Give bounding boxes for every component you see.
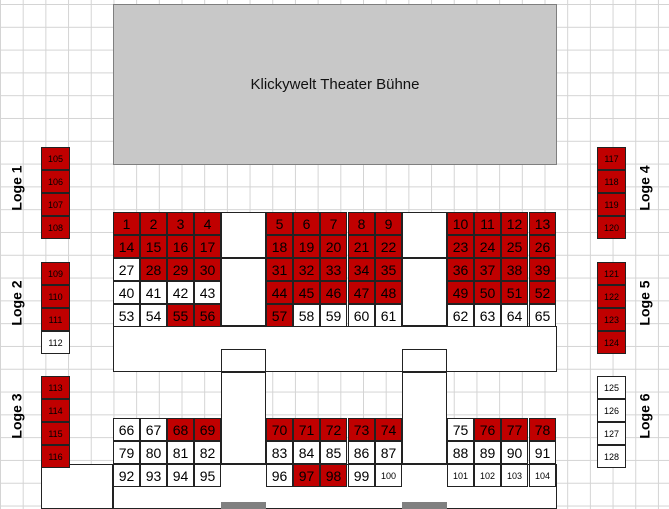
seat-number: 119 bbox=[604, 199, 619, 210]
seat-99[interactable] bbox=[348, 464, 375, 487]
seat-112[interactable] bbox=[41, 331, 70, 354]
seat-number: 112 bbox=[48, 337, 63, 348]
seat-81[interactable] bbox=[167, 441, 194, 464]
seat-113[interactable] bbox=[41, 376, 70, 399]
seat-75[interactable] bbox=[447, 418, 474, 441]
seat-28[interactable] bbox=[140, 258, 167, 281]
seat-3[interactable] bbox=[167, 212, 194, 235]
seat-number: 90 bbox=[506, 444, 523, 461]
seat-number: 106 bbox=[47, 176, 64, 187]
seat-34[interactable] bbox=[348, 258, 375, 281]
seat-91[interactable] bbox=[529, 441, 556, 464]
seat-110[interactable] bbox=[41, 285, 70, 308]
seat-number: 95 bbox=[199, 467, 216, 484]
loge-label-2: Loge 2 bbox=[8, 280, 25, 326]
seat-number: 60 bbox=[353, 307, 370, 324]
seat-19[interactable] bbox=[293, 235, 320, 258]
seat-32[interactable] bbox=[293, 258, 320, 281]
aisle-step bbox=[402, 349, 447, 372]
seat-number: 50 bbox=[479, 284, 496, 301]
seat-83[interactable] bbox=[266, 441, 293, 464]
seat-number: 110 bbox=[48, 291, 63, 302]
seat-number: 124 bbox=[603, 337, 620, 348]
seat-117[interactable] bbox=[597, 147, 626, 170]
seat-77[interactable] bbox=[501, 418, 528, 441]
seat-number: 15 bbox=[145, 238, 162, 255]
seat-number: 97 bbox=[298, 467, 315, 484]
seat-number: 16 bbox=[172, 238, 189, 255]
seat-52[interactable] bbox=[529, 281, 556, 304]
seat-51[interactable] bbox=[501, 281, 528, 304]
seat-number: 91 bbox=[534, 444, 551, 461]
aisle-block bbox=[221, 258, 266, 326]
seat-37[interactable] bbox=[474, 258, 501, 281]
aisle-block bbox=[221, 372, 266, 464]
seat-number: 8 bbox=[357, 215, 366, 232]
exit-marker bbox=[221, 502, 266, 509]
seat-number: 61 bbox=[380, 307, 397, 324]
seat-number: 25 bbox=[506, 238, 523, 255]
aisle-step bbox=[221, 349, 266, 372]
seat-number: 94 bbox=[172, 467, 189, 484]
seat-number: 5 bbox=[275, 215, 284, 232]
seat-72[interactable] bbox=[320, 418, 347, 441]
seat-73[interactable] bbox=[348, 418, 375, 441]
seat-number: 2 bbox=[149, 215, 158, 232]
seat-4[interactable] bbox=[194, 212, 221, 235]
seat-50[interactable] bbox=[474, 281, 501, 304]
seat-30[interactable] bbox=[194, 258, 221, 281]
loge-floor-left bbox=[41, 464, 113, 509]
seat-number: 47 bbox=[353, 284, 370, 301]
seat-number: 125 bbox=[603, 382, 620, 393]
seat-number: 82 bbox=[199, 444, 216, 461]
seat-44[interactable] bbox=[266, 281, 293, 304]
seat-92[interactable] bbox=[113, 464, 140, 487]
seat-number: 69 bbox=[199, 421, 216, 438]
loge-label-1: Loge 1 bbox=[8, 165, 25, 211]
seat-98[interactable] bbox=[320, 464, 347, 487]
seat-number: 80 bbox=[145, 444, 162, 461]
seat-number: 59 bbox=[325, 307, 342, 324]
seat-120[interactable] bbox=[597, 216, 626, 239]
seat-number: 109 bbox=[47, 268, 64, 279]
seat-number: 54 bbox=[145, 307, 162, 324]
seat-39[interactable] bbox=[529, 258, 556, 281]
seat-number: 18 bbox=[271, 238, 288, 255]
seat-number: 58 bbox=[298, 307, 315, 324]
seat-number: 30 bbox=[199, 261, 216, 278]
seat-number: 113 bbox=[48, 382, 63, 393]
seat-number: 51 bbox=[506, 284, 523, 301]
seat-17[interactable] bbox=[194, 235, 221, 258]
seat-46[interactable] bbox=[320, 281, 347, 304]
loge-label-3: Loge 3 bbox=[8, 393, 25, 439]
seat-48[interactable] bbox=[375, 281, 402, 304]
seat-number: 34 bbox=[353, 261, 370, 278]
seat-45[interactable] bbox=[293, 281, 320, 304]
seat-number: 71 bbox=[298, 421, 315, 438]
seat-number: 77 bbox=[506, 421, 523, 438]
seat-36[interactable] bbox=[447, 258, 474, 281]
seat-number: 76 bbox=[479, 421, 496, 438]
seat-38[interactable] bbox=[501, 258, 528, 281]
seat-24[interactable] bbox=[474, 235, 501, 258]
seat-88[interactable] bbox=[447, 441, 474, 464]
seat-number: 46 bbox=[325, 284, 342, 301]
seat-100[interactable] bbox=[375, 464, 402, 487]
seat-67[interactable] bbox=[140, 418, 167, 441]
seat-number: 11 bbox=[480, 215, 495, 232]
seat-number: 22 bbox=[380, 238, 397, 255]
seat-68[interactable] bbox=[167, 418, 194, 441]
seat-number: 52 bbox=[534, 284, 551, 301]
seat-127[interactable] bbox=[597, 422, 626, 445]
seat-21[interactable] bbox=[348, 235, 375, 258]
seat-27[interactable] bbox=[113, 258, 140, 281]
seat-13[interactable] bbox=[529, 212, 556, 235]
seat-number: 57 bbox=[271, 307, 288, 324]
seat-number: 85 bbox=[325, 444, 342, 461]
stage bbox=[113, 4, 557, 165]
seat-number: 19 bbox=[298, 238, 315, 255]
seat-number: 93 bbox=[145, 467, 162, 484]
seat-26[interactable] bbox=[529, 235, 556, 258]
seat-2[interactable] bbox=[140, 212, 167, 235]
seat-number: 45 bbox=[298, 284, 315, 301]
seat-106[interactable] bbox=[41, 170, 70, 193]
seat-number: 12 bbox=[506, 215, 523, 232]
seat-number: 6 bbox=[302, 215, 311, 232]
seat-94[interactable] bbox=[167, 464, 194, 487]
seat-59[interactable] bbox=[320, 304, 347, 327]
seat-79[interactable] bbox=[113, 441, 140, 464]
seat-41[interactable] bbox=[140, 281, 167, 304]
seat-number: 70 bbox=[271, 421, 288, 438]
seat-70[interactable] bbox=[266, 418, 293, 441]
seat-121[interactable] bbox=[597, 262, 626, 285]
seat-109[interactable] bbox=[41, 262, 70, 285]
seat-number: 115 bbox=[48, 428, 63, 439]
seat-107[interactable] bbox=[41, 193, 70, 216]
seat-35[interactable] bbox=[375, 258, 402, 281]
seat-number: 10 bbox=[452, 215, 469, 232]
seat-87[interactable] bbox=[375, 441, 402, 464]
seat-number: 114 bbox=[48, 405, 63, 416]
seat-number: 7 bbox=[329, 215, 338, 232]
seat-number: 73 bbox=[353, 421, 370, 438]
exit-marker bbox=[402, 502, 447, 509]
seat-number: 3 bbox=[176, 215, 185, 232]
seat-number: 100 bbox=[380, 470, 397, 481]
seat-number: 116 bbox=[48, 451, 63, 462]
seat-number: 118 bbox=[604, 176, 619, 187]
seat-number: 68 bbox=[172, 421, 189, 438]
seat-number: 14 bbox=[118, 238, 135, 255]
seat-5[interactable] bbox=[266, 212, 293, 235]
seat-42[interactable] bbox=[167, 281, 194, 304]
seat-number: 55 bbox=[172, 307, 189, 324]
seat-33[interactable] bbox=[320, 258, 347, 281]
seat-14[interactable] bbox=[113, 235, 140, 258]
seat-number: 126 bbox=[603, 405, 620, 416]
seat-number: 72 bbox=[325, 421, 342, 438]
seat-65[interactable] bbox=[529, 304, 556, 327]
seat-number: 44 bbox=[271, 284, 288, 301]
aisle-block bbox=[221, 212, 266, 258]
seat-86[interactable] bbox=[348, 441, 375, 464]
seat-71[interactable] bbox=[293, 418, 320, 441]
seat-15[interactable] bbox=[140, 235, 167, 258]
seat-number: 36 bbox=[452, 261, 469, 278]
seat-124[interactable] bbox=[597, 331, 626, 354]
seat-number: 53 bbox=[118, 307, 135, 324]
seat-number: 17 bbox=[199, 238, 216, 255]
seat-number: 104 bbox=[534, 470, 551, 481]
seat-55[interactable] bbox=[167, 304, 194, 327]
seat-60[interactable] bbox=[348, 304, 375, 327]
seat-85[interactable] bbox=[320, 441, 347, 464]
seat-116[interactable] bbox=[41, 445, 70, 468]
seat-128[interactable] bbox=[597, 445, 626, 468]
seat-111[interactable] bbox=[41, 308, 70, 331]
seat-number: 28 bbox=[145, 261, 162, 278]
seat-118[interactable] bbox=[597, 170, 626, 193]
aisle-block bbox=[402, 212, 447, 258]
seat-114[interactable] bbox=[41, 399, 70, 422]
seat-number: 26 bbox=[534, 238, 551, 255]
seat-number: 96 bbox=[271, 467, 288, 484]
seat-number: 86 bbox=[353, 444, 370, 461]
aisle-block bbox=[402, 372, 447, 464]
seat-123[interactable] bbox=[597, 308, 626, 331]
seat-84[interactable] bbox=[293, 441, 320, 464]
seat-20[interactable] bbox=[320, 235, 347, 258]
stage-label: Klickywelt Theater Bühne bbox=[250, 76, 420, 93]
seat-number: 1 bbox=[122, 215, 131, 232]
seat-number: 39 bbox=[534, 261, 551, 278]
seat-number: 74 bbox=[380, 421, 397, 438]
seat-25[interactable] bbox=[501, 235, 528, 258]
seat-number: 9 bbox=[384, 215, 393, 232]
seat-29[interactable] bbox=[167, 258, 194, 281]
seat-122[interactable] bbox=[597, 285, 626, 308]
seat-105[interactable] bbox=[41, 147, 70, 170]
seat-number: 38 bbox=[506, 261, 523, 278]
seat-number: 40 bbox=[118, 284, 135, 301]
seat-number: 35 bbox=[380, 261, 397, 278]
seat-66[interactable] bbox=[113, 418, 140, 441]
seat-number: 32 bbox=[298, 261, 315, 278]
seat-74[interactable] bbox=[375, 418, 402, 441]
seat-number: 89 bbox=[479, 444, 496, 461]
seat-number: 20 bbox=[325, 238, 342, 255]
seat-63[interactable] bbox=[474, 304, 501, 327]
seat-number: 108 bbox=[47, 222, 64, 233]
seat-49[interactable] bbox=[447, 281, 474, 304]
seat-number: 87 bbox=[380, 444, 397, 461]
seat-23[interactable] bbox=[447, 235, 474, 258]
seat-22[interactable] bbox=[375, 235, 402, 258]
seat-number: 56 bbox=[199, 307, 216, 324]
seat-number: 62 bbox=[452, 307, 469, 324]
seat-number: 98 bbox=[325, 467, 342, 484]
seat-58[interactable] bbox=[293, 304, 320, 327]
seat-126[interactable] bbox=[597, 399, 626, 422]
seat-number: 13 bbox=[534, 215, 551, 232]
seat-number: 31 bbox=[271, 261, 288, 278]
seat-number: 66 bbox=[118, 421, 135, 438]
seat-number: 67 bbox=[145, 421, 162, 438]
seat-number: 43 bbox=[199, 284, 216, 301]
seat-number: 103 bbox=[506, 470, 523, 481]
seat-number: 37 bbox=[479, 261, 496, 278]
seat-number: 117 bbox=[604, 153, 619, 164]
seat-number: 99 bbox=[353, 467, 370, 484]
seat-80[interactable] bbox=[140, 441, 167, 464]
seat-number: 83 bbox=[271, 444, 288, 461]
seat-number: 29 bbox=[172, 261, 189, 278]
seat-57[interactable] bbox=[266, 304, 293, 327]
seat-18[interactable] bbox=[266, 235, 293, 258]
seat-54[interactable] bbox=[140, 304, 167, 327]
seat-43[interactable] bbox=[194, 281, 221, 304]
seat-number: 23 bbox=[452, 238, 469, 255]
seat-40[interactable] bbox=[113, 281, 140, 304]
seat-number: 4 bbox=[203, 215, 212, 232]
seat-115[interactable] bbox=[41, 422, 70, 445]
cross-aisle bbox=[113, 326, 557, 372]
seat-96[interactable] bbox=[266, 464, 293, 487]
seat-82[interactable] bbox=[194, 441, 221, 464]
seat-104[interactable] bbox=[529, 464, 556, 487]
seat-number: 41 bbox=[145, 284, 162, 301]
seat-89[interactable] bbox=[474, 441, 501, 464]
seat-90[interactable] bbox=[501, 441, 528, 464]
seat-number: 105 bbox=[47, 153, 64, 164]
seat-number: 24 bbox=[479, 238, 496, 255]
seat-number: 120 bbox=[603, 222, 620, 233]
seat-number: 42 bbox=[172, 284, 189, 301]
seat-64[interactable] bbox=[501, 304, 528, 327]
seat-number: 123 bbox=[603, 314, 620, 325]
seat-69[interactable] bbox=[194, 418, 221, 441]
seat-53[interactable] bbox=[113, 304, 140, 327]
seat-62[interactable] bbox=[447, 304, 474, 327]
seat-102[interactable] bbox=[474, 464, 501, 487]
loge-label-4: Loge 4 bbox=[636, 165, 653, 211]
seat-6[interactable] bbox=[293, 212, 320, 235]
seat-108[interactable] bbox=[41, 216, 70, 239]
seat-103[interactable] bbox=[501, 464, 528, 487]
seat-7[interactable] bbox=[320, 212, 347, 235]
seat-47[interactable] bbox=[348, 281, 375, 304]
seat-number: 33 bbox=[325, 261, 342, 278]
seat-76[interactable] bbox=[474, 418, 501, 441]
seat-number: 102 bbox=[479, 470, 496, 481]
seat-31[interactable] bbox=[266, 258, 293, 281]
seat-number: 75 bbox=[452, 421, 469, 438]
seat-93[interactable] bbox=[140, 464, 167, 487]
seat-61[interactable] bbox=[375, 304, 402, 327]
seat-number: 27 bbox=[118, 261, 135, 278]
seat-97[interactable] bbox=[293, 464, 320, 487]
seat-number: 111 bbox=[48, 314, 63, 325]
seat-1[interactable] bbox=[113, 212, 140, 235]
seat-number: 92 bbox=[118, 467, 135, 484]
seat-number: 128 bbox=[603, 451, 620, 462]
seat-11[interactable] bbox=[474, 212, 501, 235]
seat-number: 88 bbox=[452, 444, 469, 461]
loge-label-5: Loge 5 bbox=[636, 280, 653, 326]
seat-number: 122 bbox=[603, 291, 620, 302]
seat-number: 79 bbox=[118, 444, 135, 461]
seat-number: 65 bbox=[534, 307, 551, 324]
seat-10[interactable] bbox=[447, 212, 474, 235]
seat-number: 81 bbox=[172, 444, 189, 461]
seat-number: 64 bbox=[506, 307, 523, 324]
seat-16[interactable] bbox=[167, 235, 194, 258]
aisle-block bbox=[402, 258, 447, 326]
seat-number: 101 bbox=[452, 470, 469, 481]
seat-125[interactable] bbox=[597, 376, 626, 399]
seat-56[interactable] bbox=[194, 304, 221, 327]
seat-number: 78 bbox=[534, 421, 551, 438]
seat-9[interactable] bbox=[375, 212, 402, 235]
seat-95[interactable] bbox=[194, 464, 221, 487]
seat-119[interactable] bbox=[597, 193, 626, 216]
seat-8[interactable] bbox=[348, 212, 375, 235]
seat-number: 121 bbox=[603, 268, 620, 279]
seat-101[interactable] bbox=[447, 464, 474, 487]
seat-number: 127 bbox=[603, 428, 620, 439]
seat-number: 84 bbox=[298, 444, 315, 461]
seat-number: 107 bbox=[47, 199, 64, 210]
seat-12[interactable] bbox=[501, 212, 528, 235]
seat-number: 49 bbox=[452, 284, 469, 301]
seat-number: 63 bbox=[479, 307, 496, 324]
loge-label-6: Loge 6 bbox=[636, 393, 653, 439]
seat-number: 48 bbox=[380, 284, 397, 301]
seat-number: 21 bbox=[353, 238, 370, 255]
seat-78[interactable] bbox=[529, 418, 556, 441]
